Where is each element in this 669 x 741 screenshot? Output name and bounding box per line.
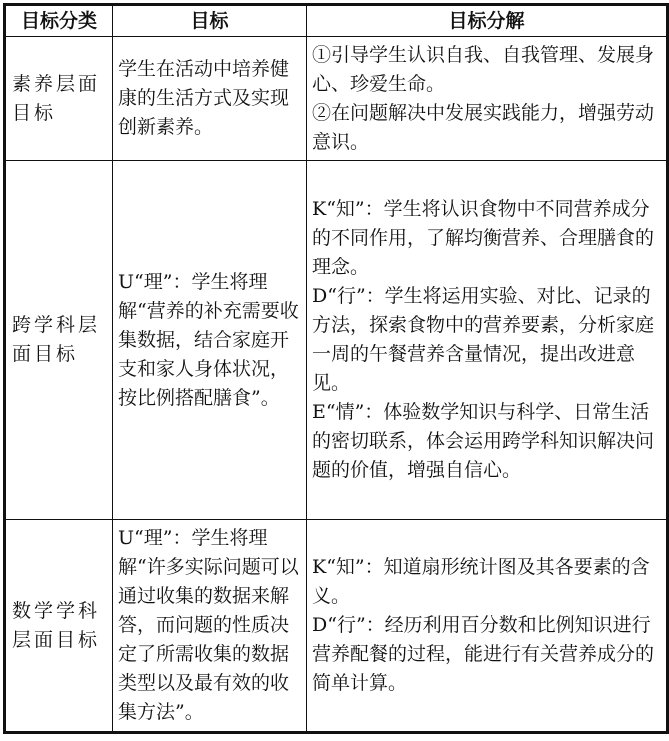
goal-cell: 学生在活动中培养健康的生活方式及实现创新素养。: [113, 37, 307, 161]
table-header-row: [5, 5, 668, 37]
breakdown-item: ②在问题解决中发展实践能力，增强劳动意识。: [312, 101, 655, 153]
objectives-table: [3, 3, 669, 734]
breakdown-item: E“情”：体验数学知识与科学、日常生活的密切联系，体会运用跨学科知识解决问题的价值，增强自信心。: [312, 401, 655, 481]
table-row: [5, 520, 668, 733]
breakdown-item: D“行”：经历利用百分数和比例知识进行营养配餐的过程，能进行有关营养成分的简单计算。: [312, 614, 655, 694]
breakdown-cell: [307, 520, 668, 733]
breakdown-item: D“行”：学生将运用实验、对比、记录的方法，探索食物中的营养要素，分析家庭一周的午餐营养含量情况，提出改进意见。: [312, 285, 655, 394]
table-row: [5, 161, 668, 520]
breakdown-item: K“知”：知道扇形统计图及其各要素的含义。: [312, 556, 650, 607]
header-breakdown: 目标分解: [307, 5, 668, 37]
header-goal: 目标: [113, 5, 307, 37]
category-cell: 数学学科层面目标: [5, 520, 113, 733]
breakdown-cell: [307, 37, 668, 161]
breakdown-item: K“知”：学生将认识食物中不同营养成分的不同作用，了解均衡营养、合理膳食的理念。: [312, 198, 655, 278]
breakdown-cell: [307, 161, 668, 520]
category-cell: 跨学科层面目标: [5, 161, 113, 520]
table-row: [5, 37, 668, 161]
goal-cell: U“理”：学生将理解“许多实际问题可以通过收集的数据来解答，而问题的性质决定了所需收集的数据类型以及最有效的收集方法”。: [113, 520, 307, 733]
breakdown-item: ①引导学生认识自我、自我管理、发展身心、珍爱生命。: [312, 43, 655, 95]
header-category: 目标分类: [5, 5, 113, 37]
goal-cell: U“理”：学生将理解“营养的补充需要收集数据，结合家庭开支和家人身体状况，按比例搭配膳食”。: [113, 161, 307, 520]
category-cell: 素养层面目标: [5, 37, 113, 161]
